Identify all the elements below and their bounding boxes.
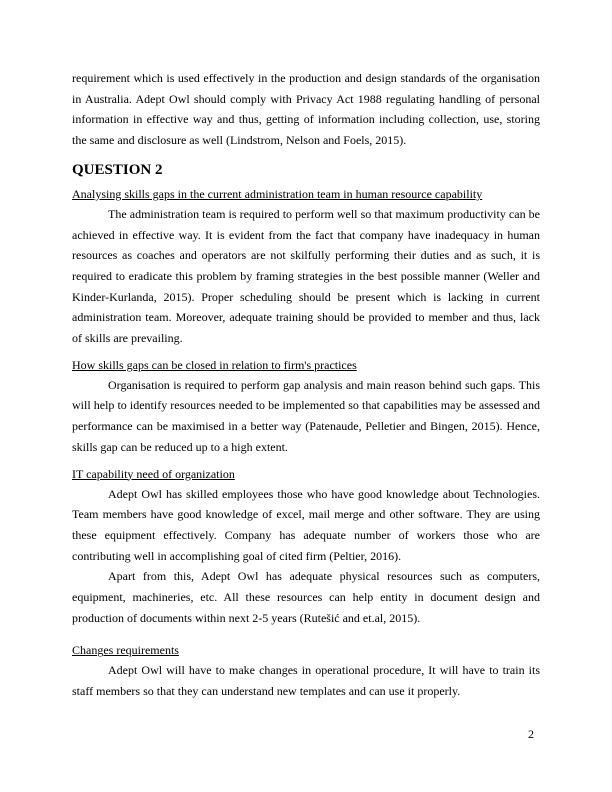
section-heading-skills-gaps: Analysing skills gaps in the current administration team in human resource capability — [72, 186, 483, 201]
page-number: 2 — [528, 727, 534, 741]
section-heading-changes-requirements: Changes requirements — [72, 643, 179, 658]
question-heading: QUESTION 2 — [72, 161, 163, 178]
section-paragraph: Adept Owl will have to make changes in operational procedure, It will have to train its staff members so that they can understand new templates and can use it properly. — [72, 663, 540, 699]
section-paragraph: The administration team is required to perform well so that maximum productivity can be achieved in effective way. It is evident from the fact that company have inadequacy in human resources as coaches and operators are not skilfully performing their duties and as such, it is required to eradicate this problem by framing strategies in the best possible manner (Weller and Kinder-Kurlanda, 2015). Proper scheduling should be present which is lacking in current administration team. Moreover, adequate training should be provided to member and thus, lack of skills are prevailing. — [72, 206, 540, 346]
page-content — [72, 68, 540, 702]
section-heading-closing-gaps: How skills gaps can be closed in relation to firm's practices — [72, 357, 357, 372]
section-paragraph: Adept Owl has skilled employees those who have good knowledge about Technologies. Team members have good knowledge of excel, mail merge and other software. They are using these equipment effectively. Company has adequate number of workers those who are contributing well in accomplishing goal of cited firm (Peltier, 2016). — [72, 486, 540, 563]
section-paragraph: Apart from this, Adept Owl has adequate physical resources such as computers, equipment, machineries, etc. All these resources can help entity in document design and production of documents within next 2-5 years (Rutešić and et.al, 2015). — [72, 569, 540, 625]
intro-paragraph: requirement which is used effectively in the production and design standards of the organisation in Australia. Adept Owl should comply with Privacy Act 1988 regulating handling of personal information in effective way and thus, getting of information including collection, use, storing the same and disclosure as well (Lindstrom, Nelson and Foels, 2015). — [72, 71, 540, 148]
section-paragraph: Organisation is required to perform gap analysis and main reason behind such gaps. This will help to identify resources needed to be implemented so that capabilities may be assessed and performance can be maximised in a better way (Patenaude, Pelletier and Bingen, 2015). Hence, skills gap can be reduced up to a high extent. — [72, 377, 540, 454]
section-heading-it-capability: IT capability need of organization — [72, 466, 235, 481]
